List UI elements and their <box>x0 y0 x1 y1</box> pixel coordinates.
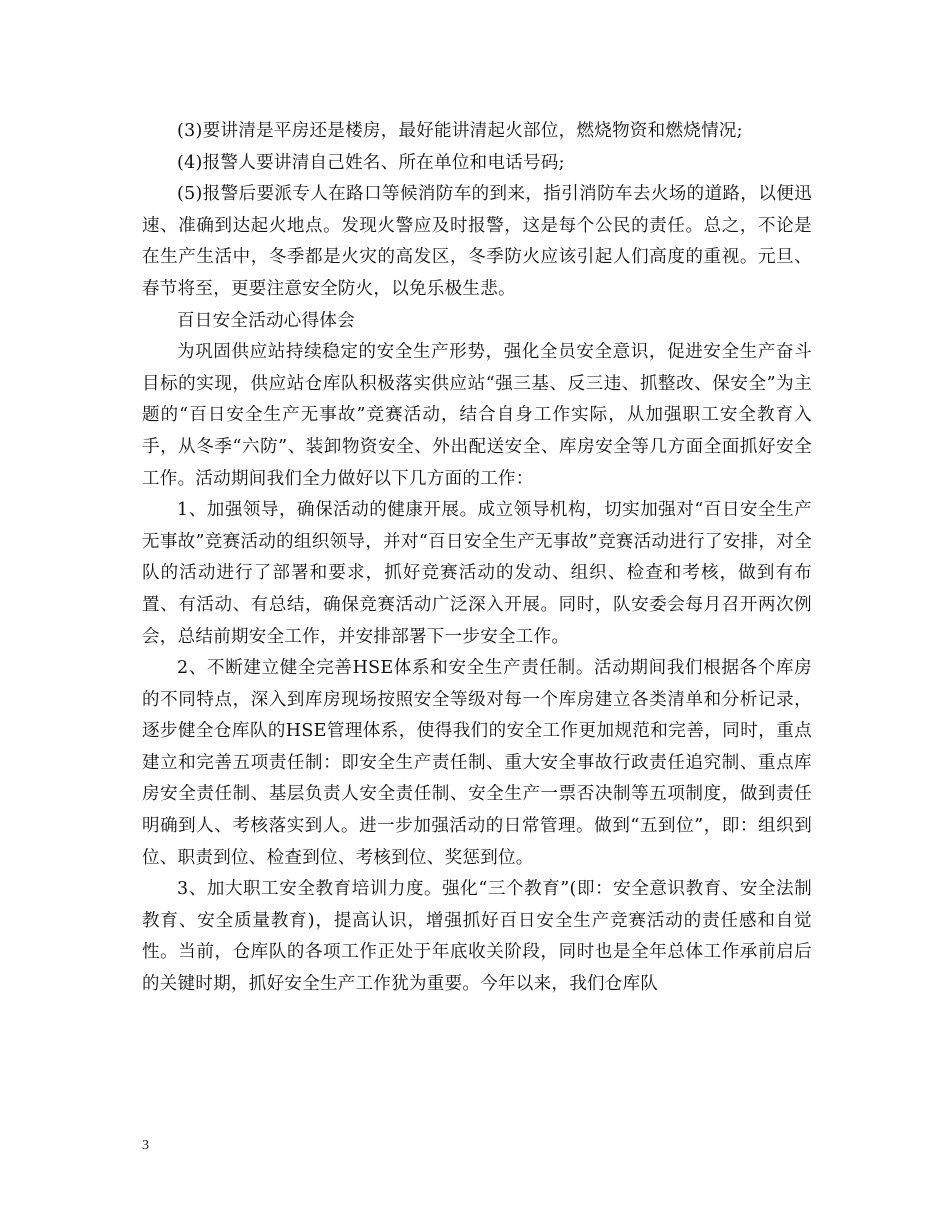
paragraph-intro: 为巩固供应站持续稳定的安全生产形势，强化全员安全意识，促进安全生产奋斗目标的实现，供应站仓库队积极落实供应站“强三基、反三违、抓整改、保安全”为主题的“百日安全生产无事故”竞赛活动，结合自身工作实际，从加强职工安全教育入手，从冬季“六防”、装卸物资安全、外出配送安全、库房安全等几方面全面抓好安全工作。活动期间我们全力做好以下几方面的工作： <box>142 342 812 489</box>
page-number: 3 <box>142 1138 149 1153</box>
paragraph-guide-fire-truck: (5)报警后要派专人在路口等候消防车的到来，指引消防车去火场的道路，以便迅速、准确到达起火地点。发现火警应及时报警，这是每个公民的责任。总之，不论是在生产生活中，冬季都是火灾的高发区，冬季防火应该引起人们高度的重视。元旦、春节将至，更要注意安全防火，以免乐极生悲。 <box>142 184 812 299</box>
paragraph-report-location: (3)要讲清是平房还是楼房，最好能讲清起火部位，燃烧物资和燃烧情况; <box>177 121 743 141</box>
document-body <box>142 116 812 1001</box>
section-heading: 百日安全活动心得体会 <box>177 310 355 331</box>
paragraph-item-2: 2、不断建立健全完善HSE体系和安全生产责任制。活动期间我们根据各个库房的不同特点，深入到库房现场按照安全等级对每一个库房建立各类清单和分析记录，逐步健全仓库队的HSE管理体系，使得我们的安全工作更加规范和完善，同时，重点建立和完善五项责任制：即安全生产责任制、重大安全事故行政责任追究制、重点库房安全责任制、基层负责人安全责任制、安全生产一票否决制等五项制度，做到责任明确到人、考核落实到人。进一步加强活动的日常管理。做到“五到位”，即：组织到位、职责到位、检查到位、考核到位、奖惩到位。 <box>142 658 812 868</box>
paragraph-reporter-info: (4)报警人要讲清自己姓名、所在单位和电话号码; <box>177 152 565 173</box>
paragraph-item-3: 3、加大职工安全教育培训力度。强化“三个教育”(即：安全意识教育、安全法制教育、安全质量教育)，提高认识，增强抓好百日安全生产竞赛活动的责任感和自觉性。当前，仓库队的各项工作正处于年底收关阶段，同时也是全年总体工作承前启后的关键时期，抓好安全生产工作犹为重要。今年以来，我们仓库队 <box>142 879 812 995</box>
paragraph-item-1: 1、加强领导，确保活动的健康开展。成立领导机构，切实加强对“百日安全生产无事故”竞赛活动的组织领导，并对“百日安全生产无事故”竞赛活动进行了安排，对全队的活动进行了部署和要求，抓好竞赛活动的发动、组织、检查和考核，做到有布置、有活动、有总结，确保竞赛活动广泛深入开展。同时，队安委会每月召开两次例会，总结前期安全工作，并安排部署下一步安全工作。 <box>142 500 812 647</box>
